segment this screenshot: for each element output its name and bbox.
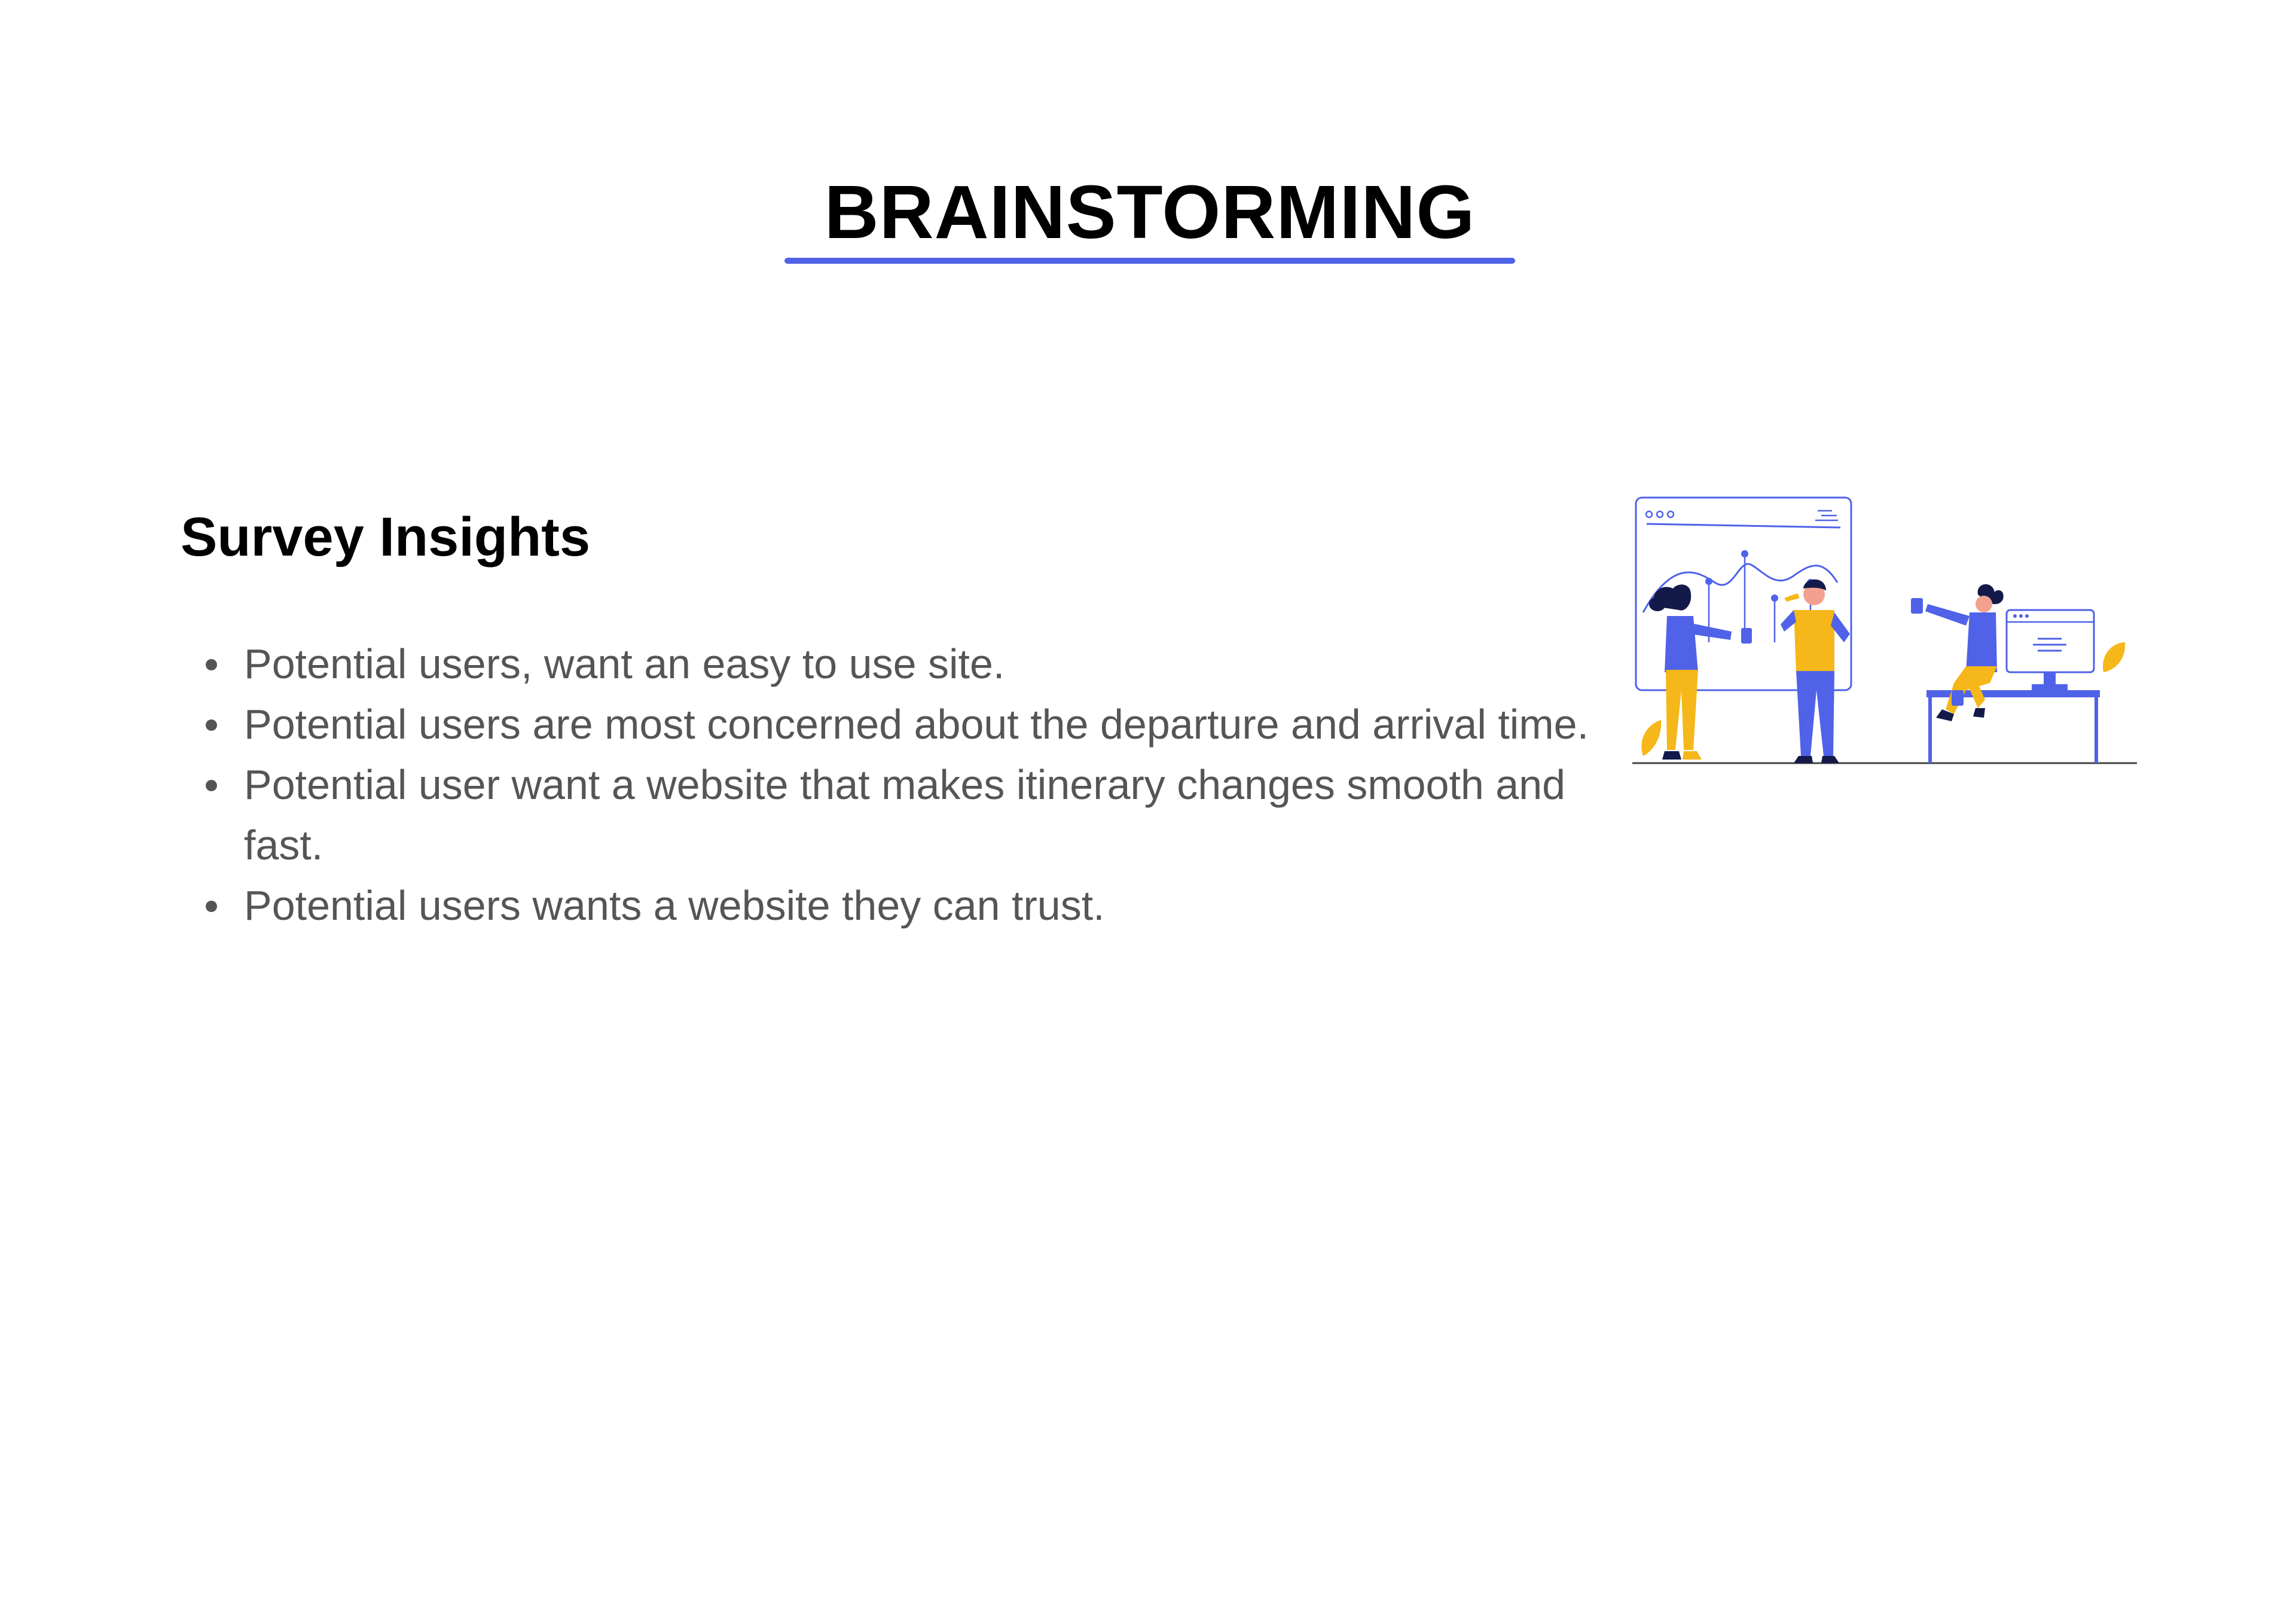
list-item: Potential users, want an easy to use site. bbox=[244, 634, 1655, 694]
section-title: Survey Insights bbox=[181, 507, 591, 568]
person-woman-left-icon bbox=[1649, 584, 1752, 760]
list-item: Potential users are most concerned about the departure and arrival time. bbox=[244, 694, 1655, 755]
list-item: Potential user want a website that makes itinerary changes smooth and fast. bbox=[244, 755, 1655, 876]
person-man-center-icon bbox=[1781, 580, 1850, 763]
list-item: Potential users wants a website they can trust. bbox=[244, 876, 1655, 936]
person-woman-sitting-icon bbox=[1911, 584, 2004, 721]
title-underline bbox=[784, 258, 1515, 264]
page-title: BRAINSTORMING bbox=[824, 170, 1476, 254]
team-brainstorming-illustration-icon bbox=[1631, 493, 2138, 768]
monitor-icon bbox=[2007, 610, 2094, 690]
leaf-right-icon bbox=[2103, 642, 2125, 672]
page-header bbox=[784, 167, 1515, 257]
insights-list bbox=[181, 634, 1655, 936]
leaf-left-icon bbox=[1641, 720, 1661, 756]
